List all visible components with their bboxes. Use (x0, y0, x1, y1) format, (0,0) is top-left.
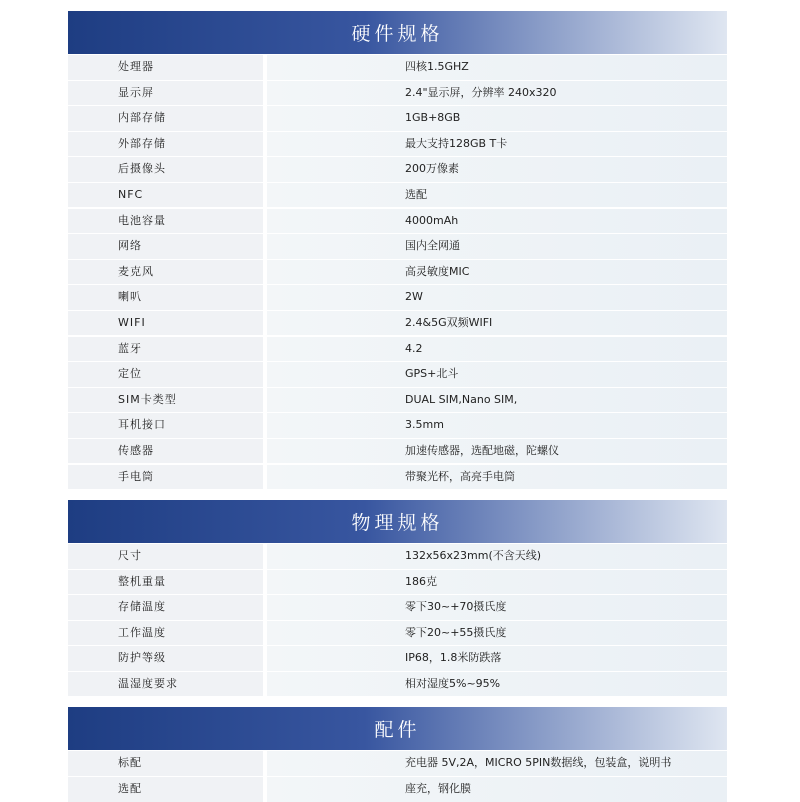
spec-row (68, 337, 727, 362)
spec-row (68, 439, 727, 464)
spec-row (68, 595, 727, 620)
spec-row (68, 157, 727, 182)
spec-value: 座充，钢化膜 (267, 777, 727, 802)
spec-row (68, 209, 727, 234)
spec-row (68, 544, 727, 569)
spec-value: 选配 (267, 183, 727, 208)
spec-label: NFC (68, 183, 263, 208)
section-title-hardware: 硬件规格 (68, 11, 727, 54)
spec-label: 显示屏 (68, 81, 263, 106)
spec-value: 四核1.5GHZ (267, 55, 727, 80)
spec-row (68, 183, 727, 208)
spec-label: 尺寸 (68, 544, 263, 569)
spec-value: 零下20~+55摄氏度 (267, 621, 727, 646)
spec-row (68, 234, 727, 259)
spec-value: 2.4"显示屏，分辨率 240x320 (267, 81, 727, 106)
spec-label: 内部存储 (68, 106, 263, 131)
spec-row (68, 81, 727, 106)
spec-label: 工作温度 (68, 621, 263, 646)
spec-value: 带聚光杯，高亮手电筒 (267, 465, 727, 490)
spec-row (68, 388, 727, 413)
spec-sheet (68, 11, 727, 802)
spec-label: 网络 (68, 234, 263, 259)
spec-label: 喇叭 (68, 285, 263, 310)
spec-label: 标配 (68, 751, 263, 776)
spec-value: 充电器 5V,2A，MICRO 5PIN数据线，包装盒，说明书 (267, 751, 727, 776)
spec-row (68, 621, 727, 646)
spec-row (68, 570, 727, 595)
spec-row (68, 646, 727, 671)
spec-value: 4.2 (267, 337, 727, 362)
spec-value: 200万像素 (267, 157, 727, 182)
section-title-accessories: 配件 (68, 707, 727, 750)
spec-table-accessories (68, 751, 727, 801)
section-accessories (68, 707, 727, 801)
spec-value: 相对湿度5%~95% (267, 672, 727, 697)
spec-value: 2.4&5G双频WIFI (267, 311, 727, 336)
spec-row (68, 285, 727, 310)
spec-table-hardware (68, 55, 727, 489)
spec-row (68, 777, 727, 802)
section-physical (68, 500, 727, 696)
spec-label: 定位 (68, 362, 263, 387)
spec-value: 高灵敏度MIC (267, 260, 727, 285)
spec-label: 选配 (68, 777, 263, 802)
spec-label: 存储温度 (68, 595, 263, 620)
spec-label: 手电筒 (68, 465, 263, 490)
spec-label: 后摄像头 (68, 157, 263, 182)
spec-value: 2W (267, 285, 727, 310)
spec-value: 零下30~+70摄氏度 (267, 595, 727, 620)
spec-value: 132x56x23mm(不含天线) (267, 544, 727, 569)
spec-row (68, 311, 727, 336)
spec-label: 传感器 (68, 439, 263, 464)
spec-value: 1GB+8GB (267, 106, 727, 131)
section-hardware (68, 11, 727, 489)
spec-value: 4000mAh (267, 209, 727, 234)
spec-row (68, 751, 727, 776)
spec-value: 186克 (267, 570, 727, 595)
spec-row (68, 106, 727, 131)
spec-label: 处理器 (68, 55, 263, 80)
spec-label: 外部存储 (68, 132, 263, 157)
spec-label: 温湿度要求 (68, 672, 263, 697)
spec-value: IP68，1.8米防跌落 (267, 646, 727, 671)
spec-row (68, 260, 727, 285)
spec-label: 蓝牙 (68, 337, 263, 362)
spec-value: 加速传感器，选配地磁，陀螺仪 (267, 439, 727, 464)
spec-value: 最大支持128GB T卡 (267, 132, 727, 157)
spec-value: GPS+北斗 (267, 362, 727, 387)
spec-row (68, 465, 727, 490)
spec-label: 防护等级 (68, 646, 263, 671)
spec-row (68, 55, 727, 80)
spec-value: 3.5mm (267, 413, 727, 438)
spec-row (68, 362, 727, 387)
spec-label: 麦克风 (68, 260, 263, 285)
spec-label: 电池容量 (68, 209, 263, 234)
spec-row (68, 672, 727, 697)
spec-label: SIM卡类型 (68, 388, 263, 413)
spec-row (68, 413, 727, 438)
spec-table-physical (68, 544, 727, 696)
spec-value: 国内全网通 (267, 234, 727, 259)
section-title-physical: 物理规格 (68, 500, 727, 543)
spec-row (68, 132, 727, 157)
spec-label: 整机重量 (68, 570, 263, 595)
spec-label: WIFI (68, 311, 263, 336)
spec-label: 耳机接口 (68, 413, 263, 438)
spec-value: DUAL SIM,Nano SIM, (267, 388, 727, 413)
